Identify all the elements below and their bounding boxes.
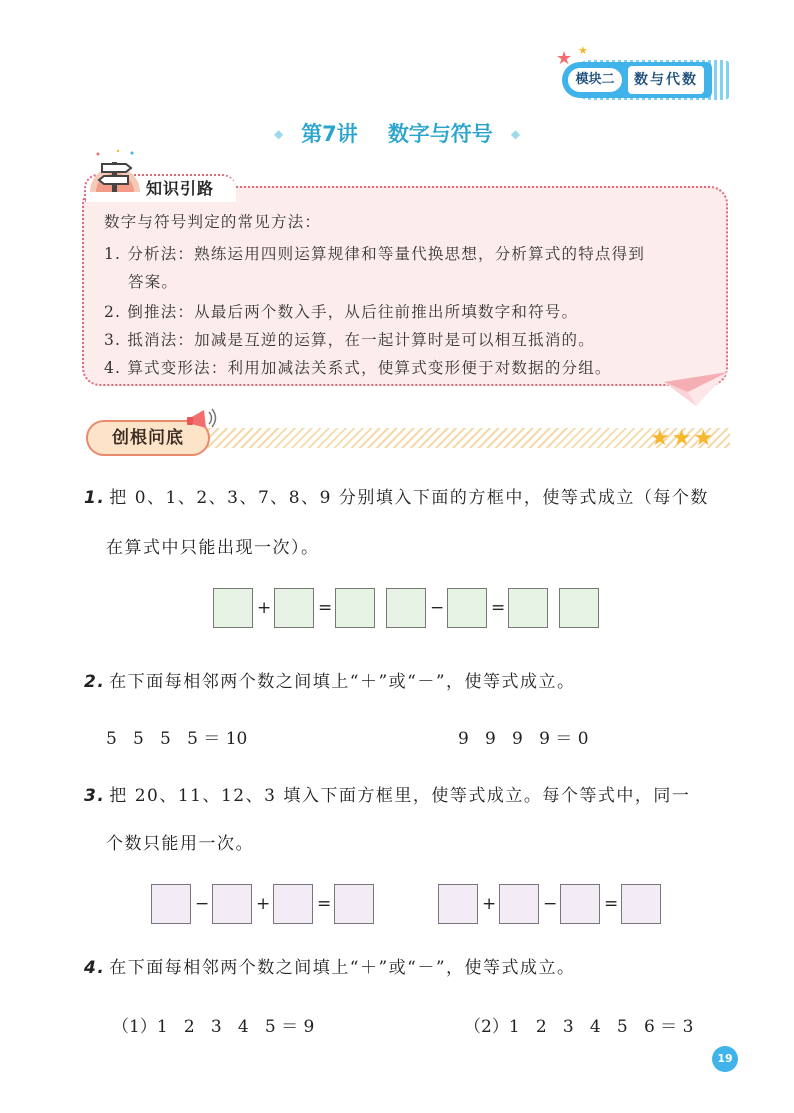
- answer-box[interactable]: [335, 588, 375, 628]
- module-tab: [556, 44, 724, 100]
- answer-box[interactable]: [151, 884, 191, 924]
- equation-a: 5 5 5 5 ＝ 10: [106, 729, 248, 749]
- question-number: 4.: [84, 958, 106, 978]
- question-2: [84, 671, 576, 693]
- operator-plus: +: [256, 894, 271, 914]
- operator-equals: =: [318, 598, 333, 618]
- question-text: 把 20、11、12、3 填入下面方框里，使等式成立。每个等式中，同一: [109, 786, 691, 806]
- lesson-title: [0, 118, 794, 148]
- answer-box[interactable]: [212, 884, 252, 924]
- operator-minus: −: [543, 894, 558, 914]
- operator-plus: +: [482, 894, 497, 914]
- knowledge-line: 3. 抵消法：加减是互逆的运算，在一起计算时是可以相互抵消的。: [104, 331, 595, 349]
- star-icon: ★: [556, 48, 573, 69]
- diamond-icon: ◆: [510, 127, 521, 141]
- answer-box[interactable]: [213, 588, 253, 628]
- module-name: 数与代数: [628, 66, 704, 94]
- question-text: 在下面每相邻两个数之间填上“＋”或“－”，使等式成立。: [109, 958, 576, 978]
- module-tab-body: [562, 62, 712, 98]
- question-4: [84, 957, 576, 979]
- question-text: 把 0、1、2、3、7、8、9 分别填入下面的方框中，使等式成立（每个数: [109, 488, 709, 508]
- question-number: 1.: [84, 488, 106, 508]
- answer-box[interactable]: [621, 884, 661, 924]
- operator-plus: +: [257, 598, 272, 618]
- module-label: 模块二: [566, 66, 624, 94]
- equation-b: 9 9 9 9 ＝ 0: [458, 729, 589, 749]
- operator-equals: =: [491, 598, 506, 618]
- answer-box[interactable]: [386, 588, 426, 628]
- knowledge-line: 1. 分析法：熟练运用四则运算规律和等量代换思想，分析算式的特点得到: [104, 245, 646, 263]
- answer-box[interactable]: [499, 884, 539, 924]
- equation-b: （2）1 2 3 4 5 6 ＝ 3: [464, 1017, 694, 1037]
- page-number: 19: [712, 1046, 738, 1072]
- paper-plane-icon: [660, 368, 730, 408]
- diamond-icon: ◆: [273, 127, 284, 141]
- equation-a: （1）1 2 3 4 5 ＝ 9: [112, 1017, 315, 1037]
- answer-box[interactable]: [334, 884, 374, 924]
- operator-minus: −: [430, 598, 445, 618]
- question-number: 2.: [84, 672, 106, 692]
- lesson-number: 第7讲: [301, 122, 358, 146]
- question-text: 在下面每相邻两个数之间填上“＋”或“－”，使等式成立。: [109, 672, 576, 692]
- knowledge-line: 4. 算式变形法：利用加减法关系式，使算式变形便于对数据的分组。: [104, 359, 612, 377]
- operator-equals: =: [317, 894, 332, 914]
- star-icon: ★: [578, 44, 588, 57]
- question-3-continued: 个数只能用一次。: [106, 834, 254, 854]
- answer-box[interactable]: [560, 884, 600, 924]
- knowledge-line: 2. 倒推法：从最后两个数入手，从后往前推出所填数字和符号。: [104, 303, 579, 321]
- knowledge-heading: 知识引路: [146, 179, 215, 198]
- question-1: [84, 487, 709, 509]
- question-1-continued: 在算式中只能出现一次）。: [106, 538, 320, 558]
- difficulty-stars: ★★★: [650, 426, 716, 451]
- knowledge-intro: 数字与符号判定的常见方法：: [104, 213, 322, 231]
- question-number: 3.: [84, 786, 106, 806]
- answer-box[interactable]: [508, 588, 548, 628]
- answer-box[interactable]: [559, 588, 599, 628]
- megaphone-icon: [184, 404, 218, 434]
- question-3: [84, 785, 690, 807]
- answer-box[interactable]: [274, 588, 314, 628]
- answer-box[interactable]: [447, 588, 487, 628]
- section-title: 创根问底: [86, 420, 210, 456]
- operator-minus: −: [195, 894, 210, 914]
- operator-equals: =: [604, 894, 619, 914]
- answer-box[interactable]: [273, 884, 313, 924]
- answer-box[interactable]: [438, 884, 478, 924]
- knowledge-line: 答案。: [128, 273, 179, 291]
- signpost-icon: [88, 148, 142, 196]
- lesson-name: 数字与符号: [387, 122, 493, 146]
